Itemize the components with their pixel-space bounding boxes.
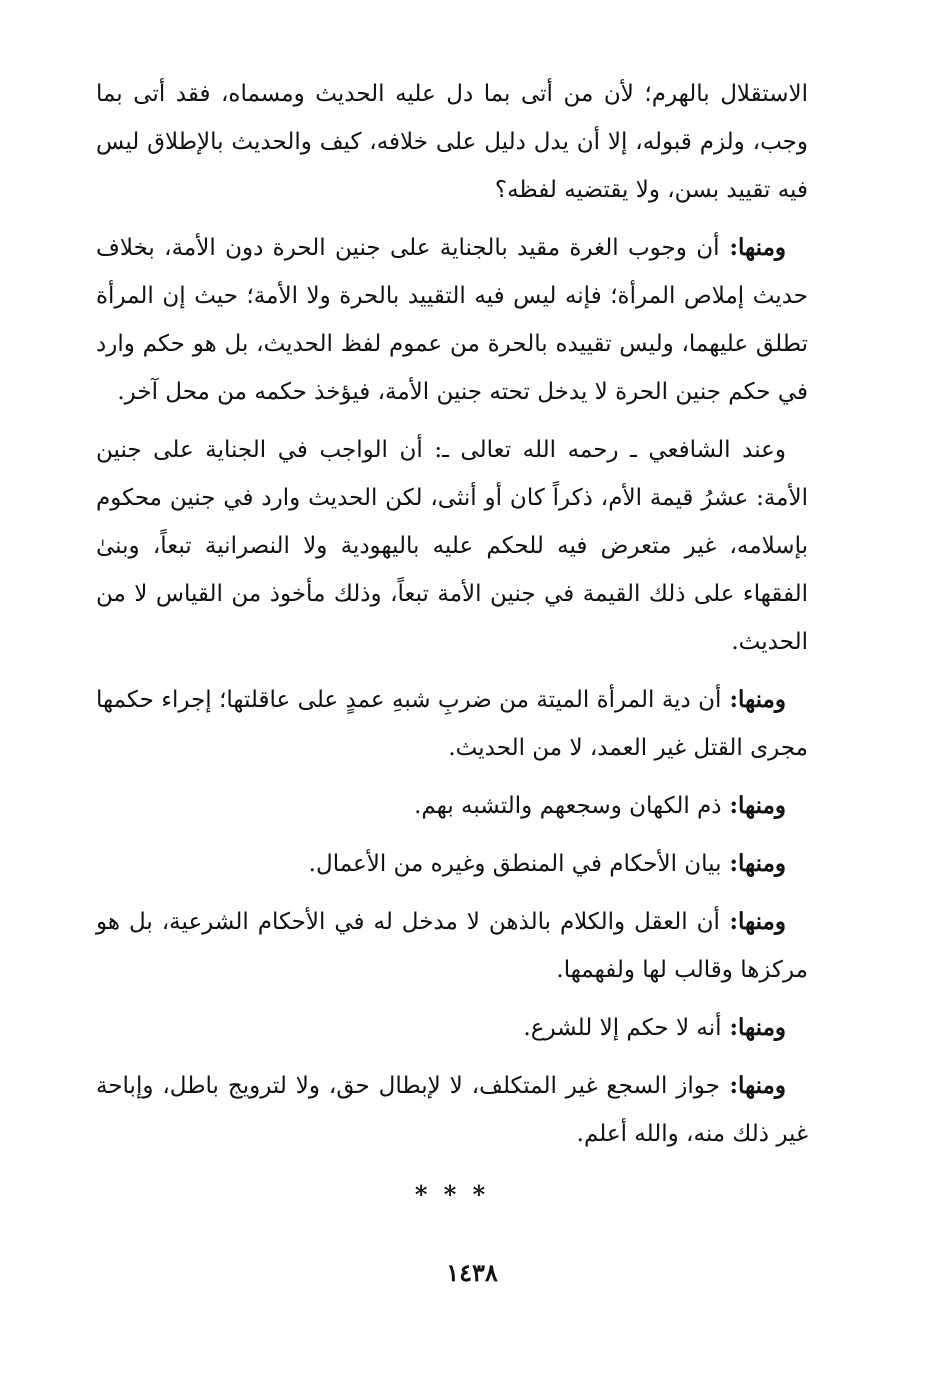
paragraph-rulings-speech bbox=[96, 840, 808, 888]
paragraph-shafii-opinion bbox=[96, 426, 808, 666]
paragraph-diya bbox=[96, 676, 808, 772]
paragraph-saj bbox=[96, 1062, 808, 1158]
paragraph-lead: ومنها: bbox=[721, 686, 786, 713]
paragraph-text: بيان الأحكام في المنطق وغيره من الأعمال. bbox=[308, 851, 722, 877]
page-number: ١٤٣٨ bbox=[446, 1258, 498, 1287]
paragraph-text: وعند الشافعي ـ رحمه الله تعالى ـ: أن الواجب في الجناية على جنين الأمة: عشرُ قيمة الأم، ذكراً كان أو أنثى، لكن الحديث وارد في جنين محكوم بإسلامه، غير متعرض فيه للحكم عليه باليهودية ولا النصرانية تبعاً، وبنىٰ الفقهاء على ذلك القيمة في جنين الأمة تبعاً، وذلك مأخوذ من القياس لا من الحديث. bbox=[96, 437, 808, 655]
paragraph-text: أن العقل والكلام بالذهن لا مدخل له في الأحكام الشرعية، بل هو مركزها وقالب لها ولفهمها. bbox=[96, 909, 808, 983]
paragraph-continuation bbox=[96, 70, 808, 214]
paragraph-lead: ومنها: bbox=[719, 234, 786, 261]
paragraph-lead: ومنها: bbox=[721, 850, 786, 877]
paragraph-text: جواز السجع غير المتكلف، لا لإبطال حق، ولا لترويج باطل، وإباحة غير ذلك منه، والله أعلم. bbox=[96, 1073, 808, 1147]
paragraph-intellect bbox=[96, 898, 808, 994]
paragraph-text: ذم الكهان وسجعهم والتشبه بهم. bbox=[414, 793, 722, 819]
paragraph-text: أنه لا حكم إلا للشرع. bbox=[523, 1015, 722, 1041]
paragraph-soothsayers bbox=[96, 782, 808, 830]
paragraph-gurra-restriction bbox=[96, 224, 808, 416]
paragraph-text: أن دية المرأة الميتة من ضربِ شبهِ عمدٍ على عاقلتها؛ إجراء حكمها مجرى القتل غير العمد، لا من الحديث. bbox=[96, 687, 808, 761]
paragraph-lead: ومنها: bbox=[721, 1014, 786, 1041]
page-body bbox=[96, 70, 808, 1209]
section-separator: * * * bbox=[414, 1180, 490, 1209]
paragraph-text: الاستقلال بالهرم؛ لأن من أتى بما دل عليه الحديث ومسماه، فقد أتى بما وجب، ولزم قبوله، إلا أن يدل دليل على خلافه، كيف والحديث بالإطلاق ليس فيه تقييد بسن، ولا يقتضيه لفظه؟ bbox=[96, 81, 808, 203]
paragraph-lead: ومنها: bbox=[719, 1072, 786, 1099]
paragraph-lead: ومنها: bbox=[721, 792, 786, 819]
paragraph-sharia-only bbox=[96, 1004, 808, 1052]
paragraph-lead: ومنها: bbox=[719, 908, 786, 935]
paragraph-text: أن وجوب الغرة مقيد بالجناية على جنين الحرة دون الأمة، بخلاف حديث إملاص المرأة؛ فإنه ليس فيه التقييد بالحرة ولا الأمة؛ حيث إن المرأة تطلق عليهما، وليس تقييده بالحرة من عموم لفظ الحديث، بل هو حكم وارد في حكم جنين الحرة لا يدخل تحته جنين الأمة، فيؤخذ حكمه من محل آخر. bbox=[96, 235, 808, 405]
